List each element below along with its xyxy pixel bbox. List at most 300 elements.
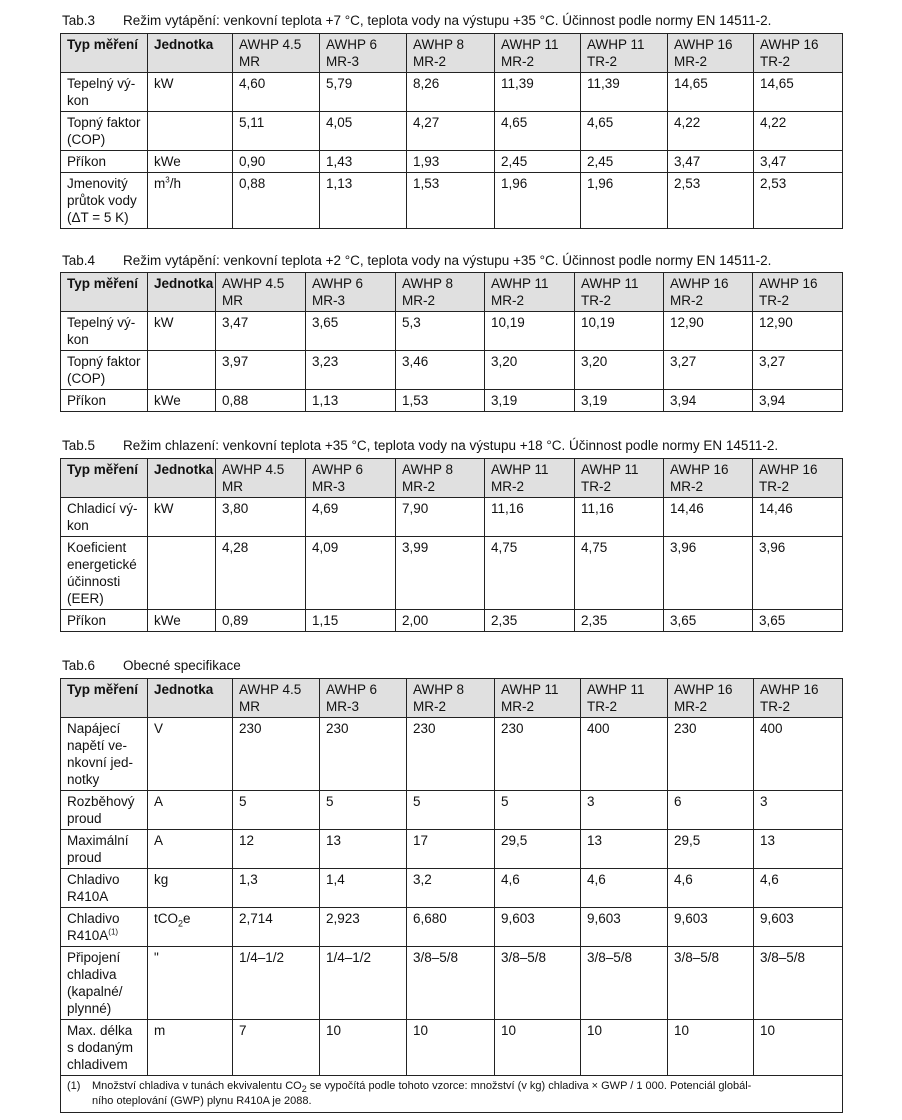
table-cell: 230 <box>320 718 407 791</box>
table-cell: 9,603 <box>581 908 668 947</box>
table-cell: 6 <box>668 791 754 830</box>
row-label-line: energetické <box>67 557 137 572</box>
header-model <box>575 459 664 498</box>
table-cell: 10 <box>754 1020 843 1076</box>
table-cell: 13 <box>581 830 668 869</box>
row-label <box>61 112 148 151</box>
header-model <box>754 679 843 718</box>
table-row <box>61 718 843 791</box>
table-cell: 400 <box>754 718 843 791</box>
table-cell: 10 <box>581 1020 668 1076</box>
table-cell: 1,13 <box>306 390 396 412</box>
table-cell: 3 <box>754 791 843 830</box>
model-name-line: TR-2 <box>581 293 611 308</box>
model-name-line: MR-2 <box>670 479 703 494</box>
row-label-line: účinnosti <box>67 574 121 589</box>
model-name-line: AWHP 16 <box>674 37 733 52</box>
row-unit <box>148 869 233 908</box>
row-label-line: Připojení <box>67 950 121 965</box>
table-header-row <box>61 459 843 498</box>
row-label-line: průtok vody <box>67 193 137 208</box>
table-cell: 3,23 <box>306 351 396 390</box>
table-row <box>61 173 843 229</box>
table-cell: 10 <box>407 1020 495 1076</box>
row-label-line: napětí ve- <box>67 738 128 753</box>
table-cell: 5 <box>233 791 320 830</box>
unit-text: kWe <box>154 613 181 628</box>
row-label <box>61 390 148 412</box>
table-number: Tab.3 <box>62 13 96 28</box>
row-unit <box>148 112 233 151</box>
table-number: Tab.6 <box>62 658 96 673</box>
header-type: Typ měření <box>61 679 148 718</box>
table-cell: 0,88 <box>216 390 306 412</box>
row-label <box>61 351 148 390</box>
row-unit <box>148 173 233 229</box>
footnote-text: Množství chladiva v tunách ekvivalentu CO <box>92 1080 302 1092</box>
header-unit: Jednotka <box>148 459 216 498</box>
model-name-line: AWHP 16 <box>760 682 819 697</box>
table-row <box>61 830 843 869</box>
row-unit <box>148 718 233 791</box>
header-model <box>407 679 495 718</box>
model-name-line: MR <box>222 293 243 308</box>
model-name-line: MR-2 <box>501 699 534 714</box>
table-cell: 3,27 <box>664 351 753 390</box>
unit-text: A <box>154 833 164 848</box>
table-row <box>61 498 843 537</box>
table-number: Tab.4 <box>62 253 96 268</box>
model-name-line: TR-2 <box>760 54 790 69</box>
row-label-line: plynné) <box>67 1001 112 1016</box>
header-model <box>668 34 754 73</box>
table-row <box>61 610 843 632</box>
row-label <box>61 791 148 830</box>
table-cell: 2,714 <box>233 908 320 947</box>
model-name-line: MR-2 <box>491 293 524 308</box>
row-label-line: Chladivo <box>67 911 120 926</box>
table-cell: 17 <box>407 830 495 869</box>
model-name-line: AWHP 4.5 <box>222 462 285 477</box>
header-model <box>581 679 668 718</box>
row-label-line: proud <box>67 850 102 865</box>
model-name-line: TR-2 <box>587 54 617 69</box>
table-cell: 400 <box>581 718 668 791</box>
table-cell: 230 <box>407 718 495 791</box>
table-cell: 230 <box>495 718 581 791</box>
table-cell: 4,09 <box>306 537 396 610</box>
table-cell: 3,65 <box>753 610 843 632</box>
unit-text: " <box>154 950 159 965</box>
table-number: Tab.5 <box>62 438 96 453</box>
unit-text: m <box>154 176 166 191</box>
row-label-line: Tepelný vý- <box>67 315 136 330</box>
footnote-text: se vypočítá podle tohoto vzorce: množství (v kg) chladiva × GWP / 1 000. Potenciál globál- <box>306 1080 752 1092</box>
table-cell: 3/8–5/8 <box>754 947 843 1020</box>
table-cell: 0,89 <box>216 610 306 632</box>
model-name-line: MR-3 <box>326 54 359 69</box>
model-name-line: TR-2 <box>759 479 789 494</box>
header-model <box>233 34 320 73</box>
model-name-line: MR <box>239 54 260 69</box>
model-name-line: AWHP 16 <box>674 682 733 697</box>
table-cell: 3,19 <box>575 390 664 412</box>
model-name-line: MR-2 <box>491 479 524 494</box>
header-model <box>320 679 407 718</box>
table-cell: 10 <box>320 1020 407 1076</box>
unit-text: m <box>154 1023 166 1038</box>
model-name-line: AWHP 11 <box>501 682 559 697</box>
table-cell: 1,15 <box>306 610 396 632</box>
table-cell: 3,96 <box>753 537 843 610</box>
row-label <box>61 1020 148 1076</box>
table-cell: 11,16 <box>575 498 664 537</box>
header-model <box>485 459 575 498</box>
header-model <box>485 273 575 312</box>
table-cell: 4,65 <box>581 112 668 151</box>
unit-tail: e <box>183 911 191 926</box>
table-cell: 1,53 <box>407 173 495 229</box>
table-cell: 3,47 <box>668 151 754 173</box>
table-cell: 14,65 <box>668 73 754 112</box>
table-cell: 4,28 <box>216 537 306 610</box>
row-label-line: Chladivo <box>67 872 120 887</box>
table-cell: 3/8–5/8 <box>581 947 668 1020</box>
model-name-line: AWHP 8 <box>413 37 465 52</box>
unit-text: kW <box>154 76 174 91</box>
header-model <box>306 459 396 498</box>
row-label <box>61 908 148 947</box>
table-cell: 4,6 <box>668 869 754 908</box>
header-model <box>216 459 306 498</box>
row-unit <box>148 351 216 390</box>
table-cell: 12,90 <box>753 312 843 351</box>
footnote-mark: (1) <box>67 1080 81 1092</box>
unit-sup: 3 <box>165 175 170 185</box>
table-cell: 0,88 <box>233 173 320 229</box>
table-cell: 1/4–1/2 <box>320 947 407 1020</box>
table-cell: 4,6 <box>754 869 843 908</box>
header-type: Typ měření <box>61 273 148 312</box>
model-name-line: AWHP 16 <box>760 37 819 52</box>
table-cell: 1,53 <box>396 390 485 412</box>
unit-text: tCO <box>154 911 179 926</box>
header-model <box>668 679 754 718</box>
table-cell: 10,19 <box>485 312 575 351</box>
table-cell: 3,19 <box>485 390 575 412</box>
unit-sub: 2 <box>178 918 184 929</box>
model-name-line: AWHP 4.5 <box>222 276 285 291</box>
row-unit <box>148 610 216 632</box>
table-cell: 8,26 <box>407 73 495 112</box>
header-model <box>495 679 581 718</box>
table-cell: 2,923 <box>320 908 407 947</box>
table-cell: 3,65 <box>664 610 753 632</box>
model-name-line: TR-2 <box>760 699 790 714</box>
footnote-line <box>67 1094 836 1109</box>
table-cell: 6,680 <box>407 908 495 947</box>
table-cell: 3,65 <box>306 312 396 351</box>
table-cell: 1,13 <box>320 173 407 229</box>
row-label-line: s dodaným <box>67 1040 134 1055</box>
table-cell: 2,53 <box>754 173 843 229</box>
unit-text: kW <box>154 501 174 516</box>
row-label-line: chladivem <box>67 1057 128 1072</box>
table-row <box>61 351 843 390</box>
table-row <box>61 537 843 610</box>
model-name-line: MR <box>239 699 260 714</box>
table-cell: 7 <box>233 1020 320 1076</box>
spec-table-cooling <box>60 458 843 632</box>
table-cell: 4,69 <box>306 498 396 537</box>
row-label-line: Rozběhový <box>67 794 135 809</box>
row-label-line: (ΔT = 5 K) <box>67 210 129 225</box>
model-name-line: MR-2 <box>402 479 435 494</box>
row-label-line: Napájecí <box>67 721 121 736</box>
model-name-line: AWHP 11 <box>587 682 645 697</box>
row-label-line: chladiva <box>67 967 117 982</box>
model-name-line: AWHP 8 <box>402 276 454 291</box>
header-model <box>216 273 306 312</box>
table-cell: 11,16 <box>485 498 575 537</box>
row-unit <box>148 73 233 112</box>
table-header-row <box>61 34 843 73</box>
table-row <box>61 791 843 830</box>
row-unit <box>148 390 216 412</box>
table-cell: 12 <box>233 830 320 869</box>
table-caption-text: Režim vytápění: venkovní teplota +7 °C, teplota vody na výstupu +35 °C. Účinnost podle normy EN 14511-2. <box>123 13 772 28</box>
table-header-row <box>61 679 843 718</box>
table-cell: 2,00 <box>396 610 485 632</box>
model-name-line: AWHP 8 <box>402 462 454 477</box>
row-label <box>61 151 148 173</box>
row-unit <box>148 151 233 173</box>
table-cell: 4,75 <box>575 537 664 610</box>
model-name-line: TR-2 <box>759 293 789 308</box>
row-label-line: Maximální <box>67 833 129 848</box>
table-cell: 5,79 <box>320 73 407 112</box>
table-cell: 4,27 <box>407 112 495 151</box>
table-cell: 1/4–1/2 <box>233 947 320 1020</box>
header-model <box>575 273 664 312</box>
row-label <box>61 173 148 229</box>
model-name-line: TR-2 <box>587 699 617 714</box>
row-unit <box>148 830 233 869</box>
header-unit: Jednotka <box>148 679 233 718</box>
row-label-line: Chladicí vý- <box>67 501 138 516</box>
table-cell: 9,603 <box>495 908 581 947</box>
table-cell: 1,3 <box>233 869 320 908</box>
table-cell: 7,90 <box>396 498 485 537</box>
row-label-line: Příkon <box>67 613 107 628</box>
row-label-line: R410A <box>67 928 109 943</box>
table-cell: 5 <box>407 791 495 830</box>
header-model <box>753 273 843 312</box>
model-name-line: MR-2 <box>501 54 534 69</box>
table-cell: 3/8–5/8 <box>668 947 754 1020</box>
header-model <box>754 34 843 73</box>
table-cell: 4,60 <box>233 73 320 112</box>
table-cell: 10 <box>668 1020 754 1076</box>
table-cell: 1,43 <box>320 151 407 173</box>
table-cell: 5 <box>320 791 407 830</box>
unit-text: V <box>154 721 164 736</box>
table-cell: 4,6 <box>581 869 668 908</box>
table-cell: 13 <box>320 830 407 869</box>
row-label-line: (kapalné/ <box>67 984 123 999</box>
table-caption-text: Obecné specifikace <box>123 658 241 673</box>
header-model <box>664 273 753 312</box>
table-cell: 2,35 <box>575 610 664 632</box>
header-type: Typ měření <box>61 34 148 73</box>
table-cell: 9,603 <box>668 908 754 947</box>
row-label <box>61 73 148 112</box>
table-cell: 3,27 <box>753 351 843 390</box>
table-cell: 3,94 <box>664 390 753 412</box>
model-name-line: AWHP 11 <box>587 37 645 52</box>
row-label-line: Max. délka <box>67 1023 133 1038</box>
table-cell: 5,3 <box>396 312 485 351</box>
table-cell: 14,65 <box>754 73 843 112</box>
model-name-line: AWHP 4.5 <box>239 37 302 52</box>
table-cell: 11,39 <box>495 73 581 112</box>
table-cell: 4,75 <box>485 537 575 610</box>
header-model <box>306 273 396 312</box>
table-header-row <box>61 273 843 312</box>
model-name-line: MR-2 <box>674 699 707 714</box>
row-label-line: proud <box>67 811 102 826</box>
header-unit: Jednotka <box>148 273 216 312</box>
unit-text: kg <box>154 872 169 887</box>
row-label-line: notky <box>67 772 100 787</box>
table-cell: 5,11 <box>233 112 320 151</box>
model-name-line: AWHP 16 <box>759 276 818 291</box>
model-name-line: AWHP 11 <box>491 276 549 291</box>
footnote-row <box>61 1076 843 1113</box>
table-cell: 1,96 <box>495 173 581 229</box>
table-row <box>61 151 843 173</box>
table-cell: 2,35 <box>485 610 575 632</box>
table-cell: 4,65 <box>495 112 581 151</box>
header-model <box>233 679 320 718</box>
model-name-line: AWHP 8 <box>413 682 465 697</box>
model-name-line: MR-2 <box>674 54 707 69</box>
table-cell: 4,22 <box>668 112 754 151</box>
table-cell: 3,20 <box>575 351 664 390</box>
row-label-line: Koeficient <box>67 540 127 555</box>
row-label-line: Tepelný vý- <box>67 76 136 91</box>
table-cell: 4,22 <box>754 112 843 151</box>
model-name-line: AWHP 6 <box>326 682 378 697</box>
header-unit: Jednotka <box>148 34 233 73</box>
header-model <box>407 34 495 73</box>
table-caption <box>62 13 771 28</box>
row-unit <box>148 947 233 1020</box>
row-unit <box>148 498 216 537</box>
header-model <box>495 34 581 73</box>
row-label-line: Topný faktor <box>67 354 141 369</box>
table-row <box>61 73 843 112</box>
model-name-line: AWHP 6 <box>326 37 378 52</box>
table-caption <box>62 438 778 453</box>
table-cell: 2,53 <box>668 173 754 229</box>
table-cell: 1,4 <box>320 869 407 908</box>
row-label <box>61 947 148 1020</box>
model-name-line: AWHP 6 <box>312 276 364 291</box>
model-name-line: MR-2 <box>670 293 703 308</box>
model-name-line: AWHP 16 <box>670 276 729 291</box>
model-name-line: MR-3 <box>312 293 345 308</box>
table-cell: 29,5 <box>495 830 581 869</box>
unit-text: kWe <box>154 154 181 169</box>
unit-tail: /h <box>169 176 181 191</box>
table-cell: 11,39 <box>581 73 668 112</box>
row-label <box>61 718 148 791</box>
row-label-line: Příkon <box>67 154 107 169</box>
model-name-line: MR-2 <box>413 54 446 69</box>
table-cell: 3,94 <box>753 390 843 412</box>
spec-table-heating-2 <box>60 272 843 412</box>
row-label <box>61 312 148 351</box>
row-label-line: Příkon <box>67 393 107 408</box>
row-label <box>61 610 148 632</box>
table-caption <box>62 658 241 673</box>
table-cell: 0,90 <box>233 151 320 173</box>
model-name-line: MR <box>222 479 243 494</box>
table-caption-text: Režim vytápění: venkovní teplota +2 °C, teplota vody na výstupu +35 °C. Účinnost podle normy EN 14511-2. <box>123 253 772 268</box>
model-name-line: AWHP 16 <box>759 462 818 477</box>
header-model <box>753 459 843 498</box>
table-caption-text: Režim chlazení: venkovní teplota +35 °C, teplota vody na výstupu +18 °C. Účinnost podle normy EN 14511-2. <box>123 438 779 453</box>
model-name-line: TR-2 <box>581 479 611 494</box>
row-unit <box>148 312 216 351</box>
table-cell: 230 <box>233 718 320 791</box>
table-cell: 3 <box>581 791 668 830</box>
header-model <box>664 459 753 498</box>
table-row <box>61 908 843 947</box>
table-cell: 1,96 <box>581 173 668 229</box>
table-cell: 3/8–5/8 <box>495 947 581 1020</box>
model-name-line: AWHP 4.5 <box>239 682 302 697</box>
model-name-line: AWHP 11 <box>581 276 639 291</box>
spec-table-general <box>60 678 843 1113</box>
header-type: Typ měření <box>61 459 148 498</box>
table-cell: 14,46 <box>664 498 753 537</box>
table-cell: 14,46 <box>753 498 843 537</box>
row-label <box>61 537 148 610</box>
table-cell: 3/8–5/8 <box>407 947 495 1020</box>
header-model <box>581 34 668 73</box>
table-cell: 2,45 <box>581 151 668 173</box>
table-cell: 3,99 <box>396 537 485 610</box>
table-cell: 3,47 <box>754 151 843 173</box>
row-unit <box>148 1020 233 1076</box>
unit-text: kWe <box>154 393 181 408</box>
table-cell: 4,6 <box>495 869 581 908</box>
table-cell: 1,93 <box>407 151 495 173</box>
table-row <box>61 869 843 908</box>
unit-text: kW <box>154 315 174 330</box>
row-label-line: kon <box>67 518 89 533</box>
footnote-sub: 2 <box>301 1084 307 1095</box>
table-row <box>61 312 843 351</box>
model-name-line: MR-3 <box>312 479 345 494</box>
table-cell: 9,603 <box>754 908 843 947</box>
table-row <box>61 1020 843 1076</box>
model-name-line: AWHP 11 <box>501 37 559 52</box>
table-cell: 12,90 <box>664 312 753 351</box>
table-caption <box>62 253 771 268</box>
